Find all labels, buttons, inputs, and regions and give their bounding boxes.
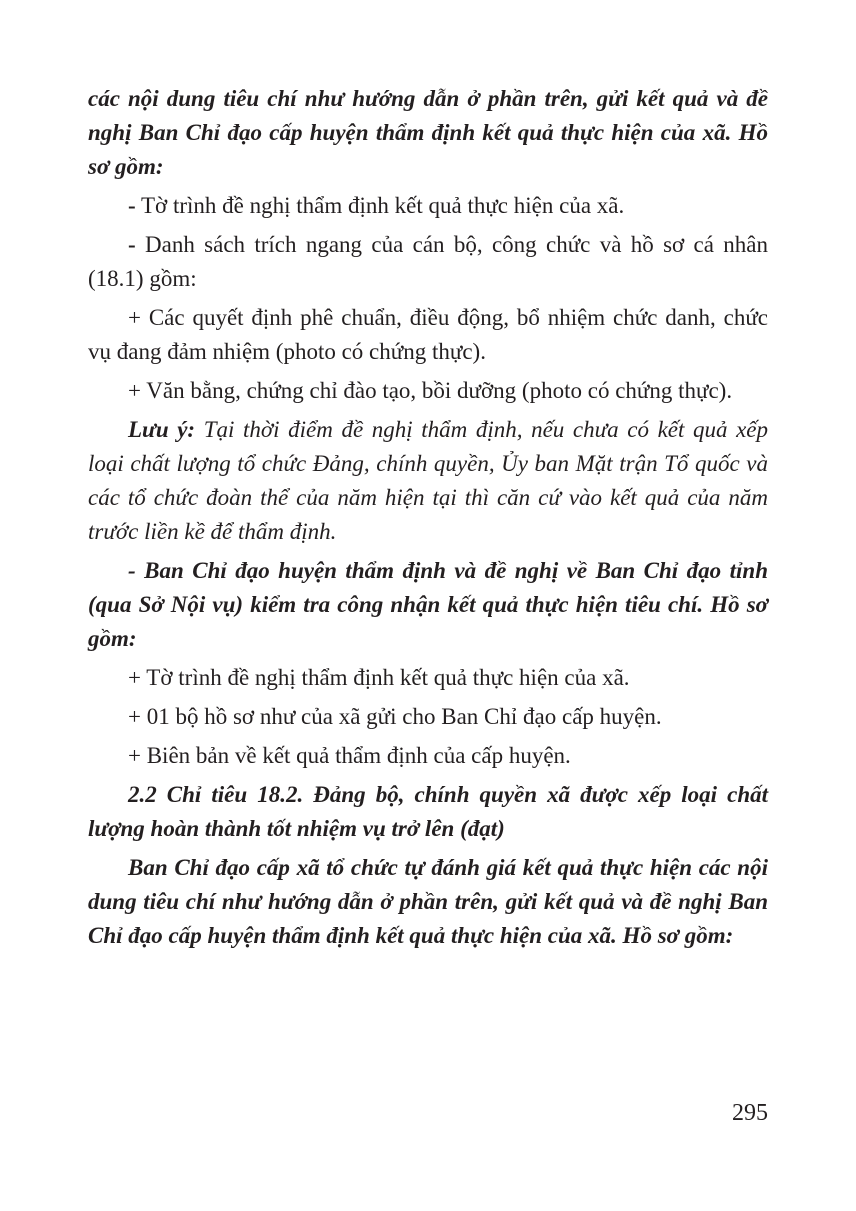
paragraph-2: - Tờ trình đề nghị thẩm định kết quả thực hiện của xã. (128, 193, 625, 218)
paragraph-7: - Ban Chỉ đạo huyện thẩm định và đề nghị về Ban Chỉ đạo tỉnh (qua Sở Nội vụ) kiểm tra công nhận kết quả thực hiện tiêu chí. Hồ sơ gồm: (88, 558, 768, 651)
paragraph-5: + Văn bằng, chứng chỉ đào tạo, bồi dưỡng (photo có chứng thực). (128, 378, 733, 403)
paragraph-1: các nội dung tiêu chí như hướng dẫn ở phần trên, gửi kết quả và đề nghị Ban Chỉ đạo cấp huyện thẩm định kết quả thực hiện của xã. Hồ sơ gồm: (88, 86, 768, 179)
paragraph-10: + Biên bản về kết quả thẩm định của cấp huyện. (128, 743, 571, 768)
page-number: 295 (732, 1100, 768, 1126)
note-paragraph: Lưu ý: Tại thời điểm đề nghị thẩm định, nếu chưa có kết quả xếp loại chất lượng tổ chức Đảng, chính quyền, Ủy ban Mặt trận Tổ quốc và các tổ chức đoàn thể của năm hiện tại thì căn cứ vào kết quả của năm trước liền kề để thẩm định. (88, 417, 768, 544)
paragraph-9: + 01 bộ hồ sơ như của xã gửi cho Ban Chỉ đạo cấp huyện. (128, 704, 662, 729)
paragraph-12: Ban Chỉ đạo cấp xã tổ chức tự đánh giá kết quả thực hiện các nội dung tiêu chí như hướng dẫn ở phần trên, gửi kết quả và đề nghị Ban Chỉ đạo cấp huyện thẩm định kết quả thực hiện của xã. Hồ sơ gồm: (88, 855, 768, 948)
paragraph-4: + Các quyết định phê chuẩn, điều động, bổ nhiệm chức danh, chức vụ đang đảm nhiệm (photo có chứng thực). (88, 305, 768, 364)
note-label: Lưu ý: (128, 417, 196, 442)
section-heading: 2.2 Chỉ tiêu 18.2. Đảng bộ, chính quyền xã được xếp loại chất lượng hoàn thành tốt nhiệm vụ trở lên (đạt) (88, 782, 768, 841)
paragraph-8: + Tờ trình đề nghị thẩm định kết quả thực hiện của xã. (128, 665, 630, 690)
paragraph-3: - Danh sách trích ngang của cán bộ, công chức và hồ sơ cá nhân (18.1) gồm: (88, 232, 768, 291)
